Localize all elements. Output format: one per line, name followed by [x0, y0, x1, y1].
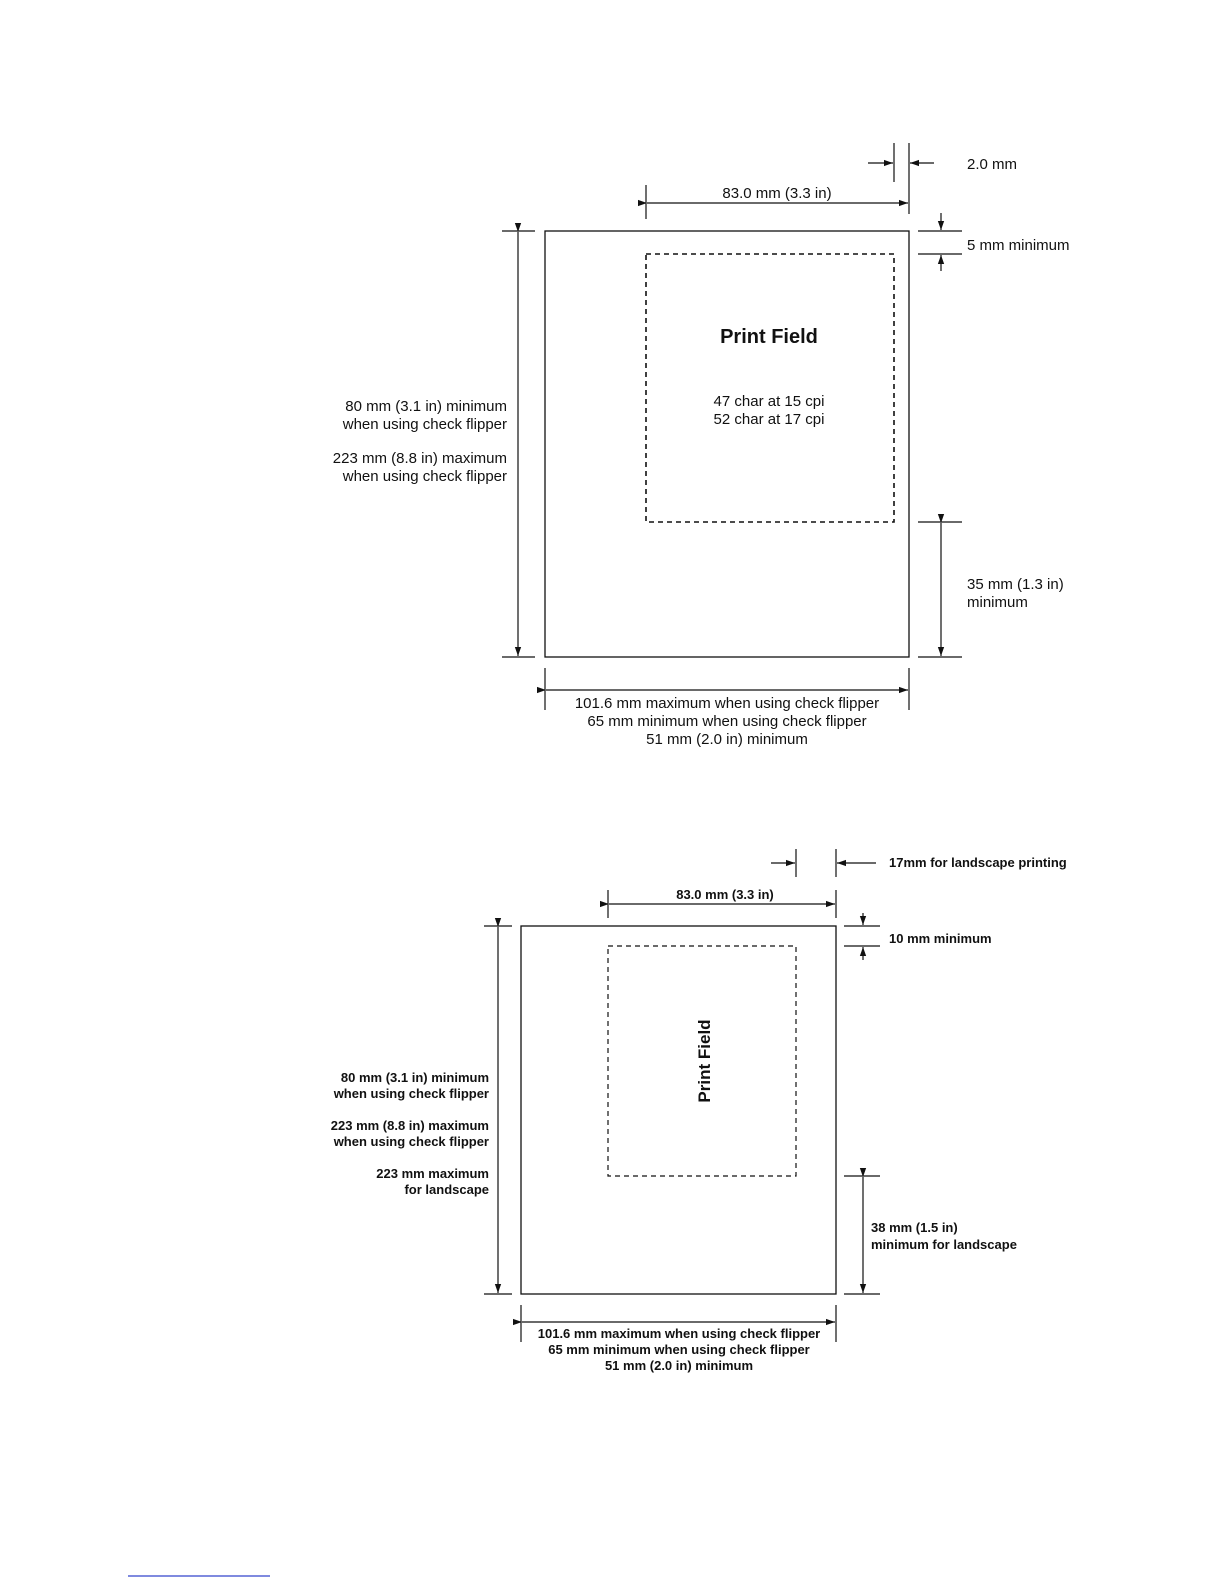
bottom-margin-line1: 35 mm (1.3 in)	[967, 576, 1064, 593]
height-max-line1: 223 mm (8.8 in) maximum	[332, 450, 507, 467]
top-gap-label: 17mm for landscape printing	[889, 855, 1067, 870]
doc-width-line3: 51 mm (2.0 in) minimum	[604, 1358, 754, 1373]
height-min-line2: when using check flipper	[342, 416, 507, 433]
bottom-margin-line2: minimum for landscape	[871, 1237, 1017, 1252]
doc-width-line2: 65 mm minimum when using check flipper	[587, 713, 867, 730]
document-height-dimension	[331, 926, 512, 1294]
figure-1-portrait-print-field	[333, 143, 1070, 748]
top-margin-dimension	[918, 213, 1070, 271]
print-field-outline	[646, 254, 894, 522]
char-at-17-cpi: 52 char at 17 cpi	[713, 411, 825, 428]
char-at-15-cpi: 47 char at 15 cpi	[713, 393, 825, 410]
print-width-label: 83.0 mm (3.3 in)	[676, 887, 774, 902]
print-width-label: 83.0 mm (3.3 in)	[722, 185, 832, 202]
top-margin-label: 10 mm minimum	[889, 931, 992, 946]
doc-width-line3: 51 mm (2.0 in) minimum	[646, 731, 808, 748]
print-field-title: Print Field	[695, 1019, 714, 1103]
document-outline	[521, 926, 836, 1294]
print-width-dimension	[646, 185, 908, 219]
doc-width-line1: 101.6 mm maximum when using check flipper	[537, 1326, 821, 1341]
document-height-dimension	[333, 231, 535, 657]
top-margin-dimension	[844, 913, 992, 960]
print-field-title: Print Field	[720, 326, 818, 348]
top-gap-dimension	[771, 849, 1067, 877]
bottom-margin-line2: minimum	[967, 594, 1028, 611]
height-max-line2: when using check flipper	[342, 468, 507, 485]
print-width-dimension	[608, 887, 836, 918]
height-max-line1: 223 mm (8.8 in) maximum	[330, 1118, 489, 1133]
top-gap-label: 2.0 mm	[967, 156, 1018, 173]
bottom-margin-line1: 38 mm (1.5 in)	[871, 1220, 958, 1235]
doc-width-line2: 65 mm minimum when using check flipper	[548, 1342, 810, 1357]
height-landscape-line2: for landscape	[404, 1182, 489, 1197]
doc-width-line1: 101.6 mm maximum when using check flipper	[574, 695, 880, 712]
height-min-line2: when using check flipper	[333, 1086, 489, 1101]
bottom-margin-dimension	[844, 1176, 1017, 1294]
height-min-line1: 80 mm (3.1 in) minimum	[340, 1070, 489, 1085]
figure-2-landscape-print-field	[331, 849, 1067, 1373]
height-landscape-line1: 223 mm maximum	[376, 1166, 489, 1181]
height-min-line1: 80 mm (3.1 in) minimum	[345, 398, 507, 415]
document-width-dimension	[545, 668, 909, 748]
document-outline	[545, 231, 909, 657]
bottom-margin-dimension	[918, 522, 1064, 657]
height-max-line2: when using check flipper	[333, 1134, 489, 1149]
document-width-dimension	[521, 1305, 836, 1373]
top-margin-label: 5 mm minimum	[967, 237, 1070, 254]
